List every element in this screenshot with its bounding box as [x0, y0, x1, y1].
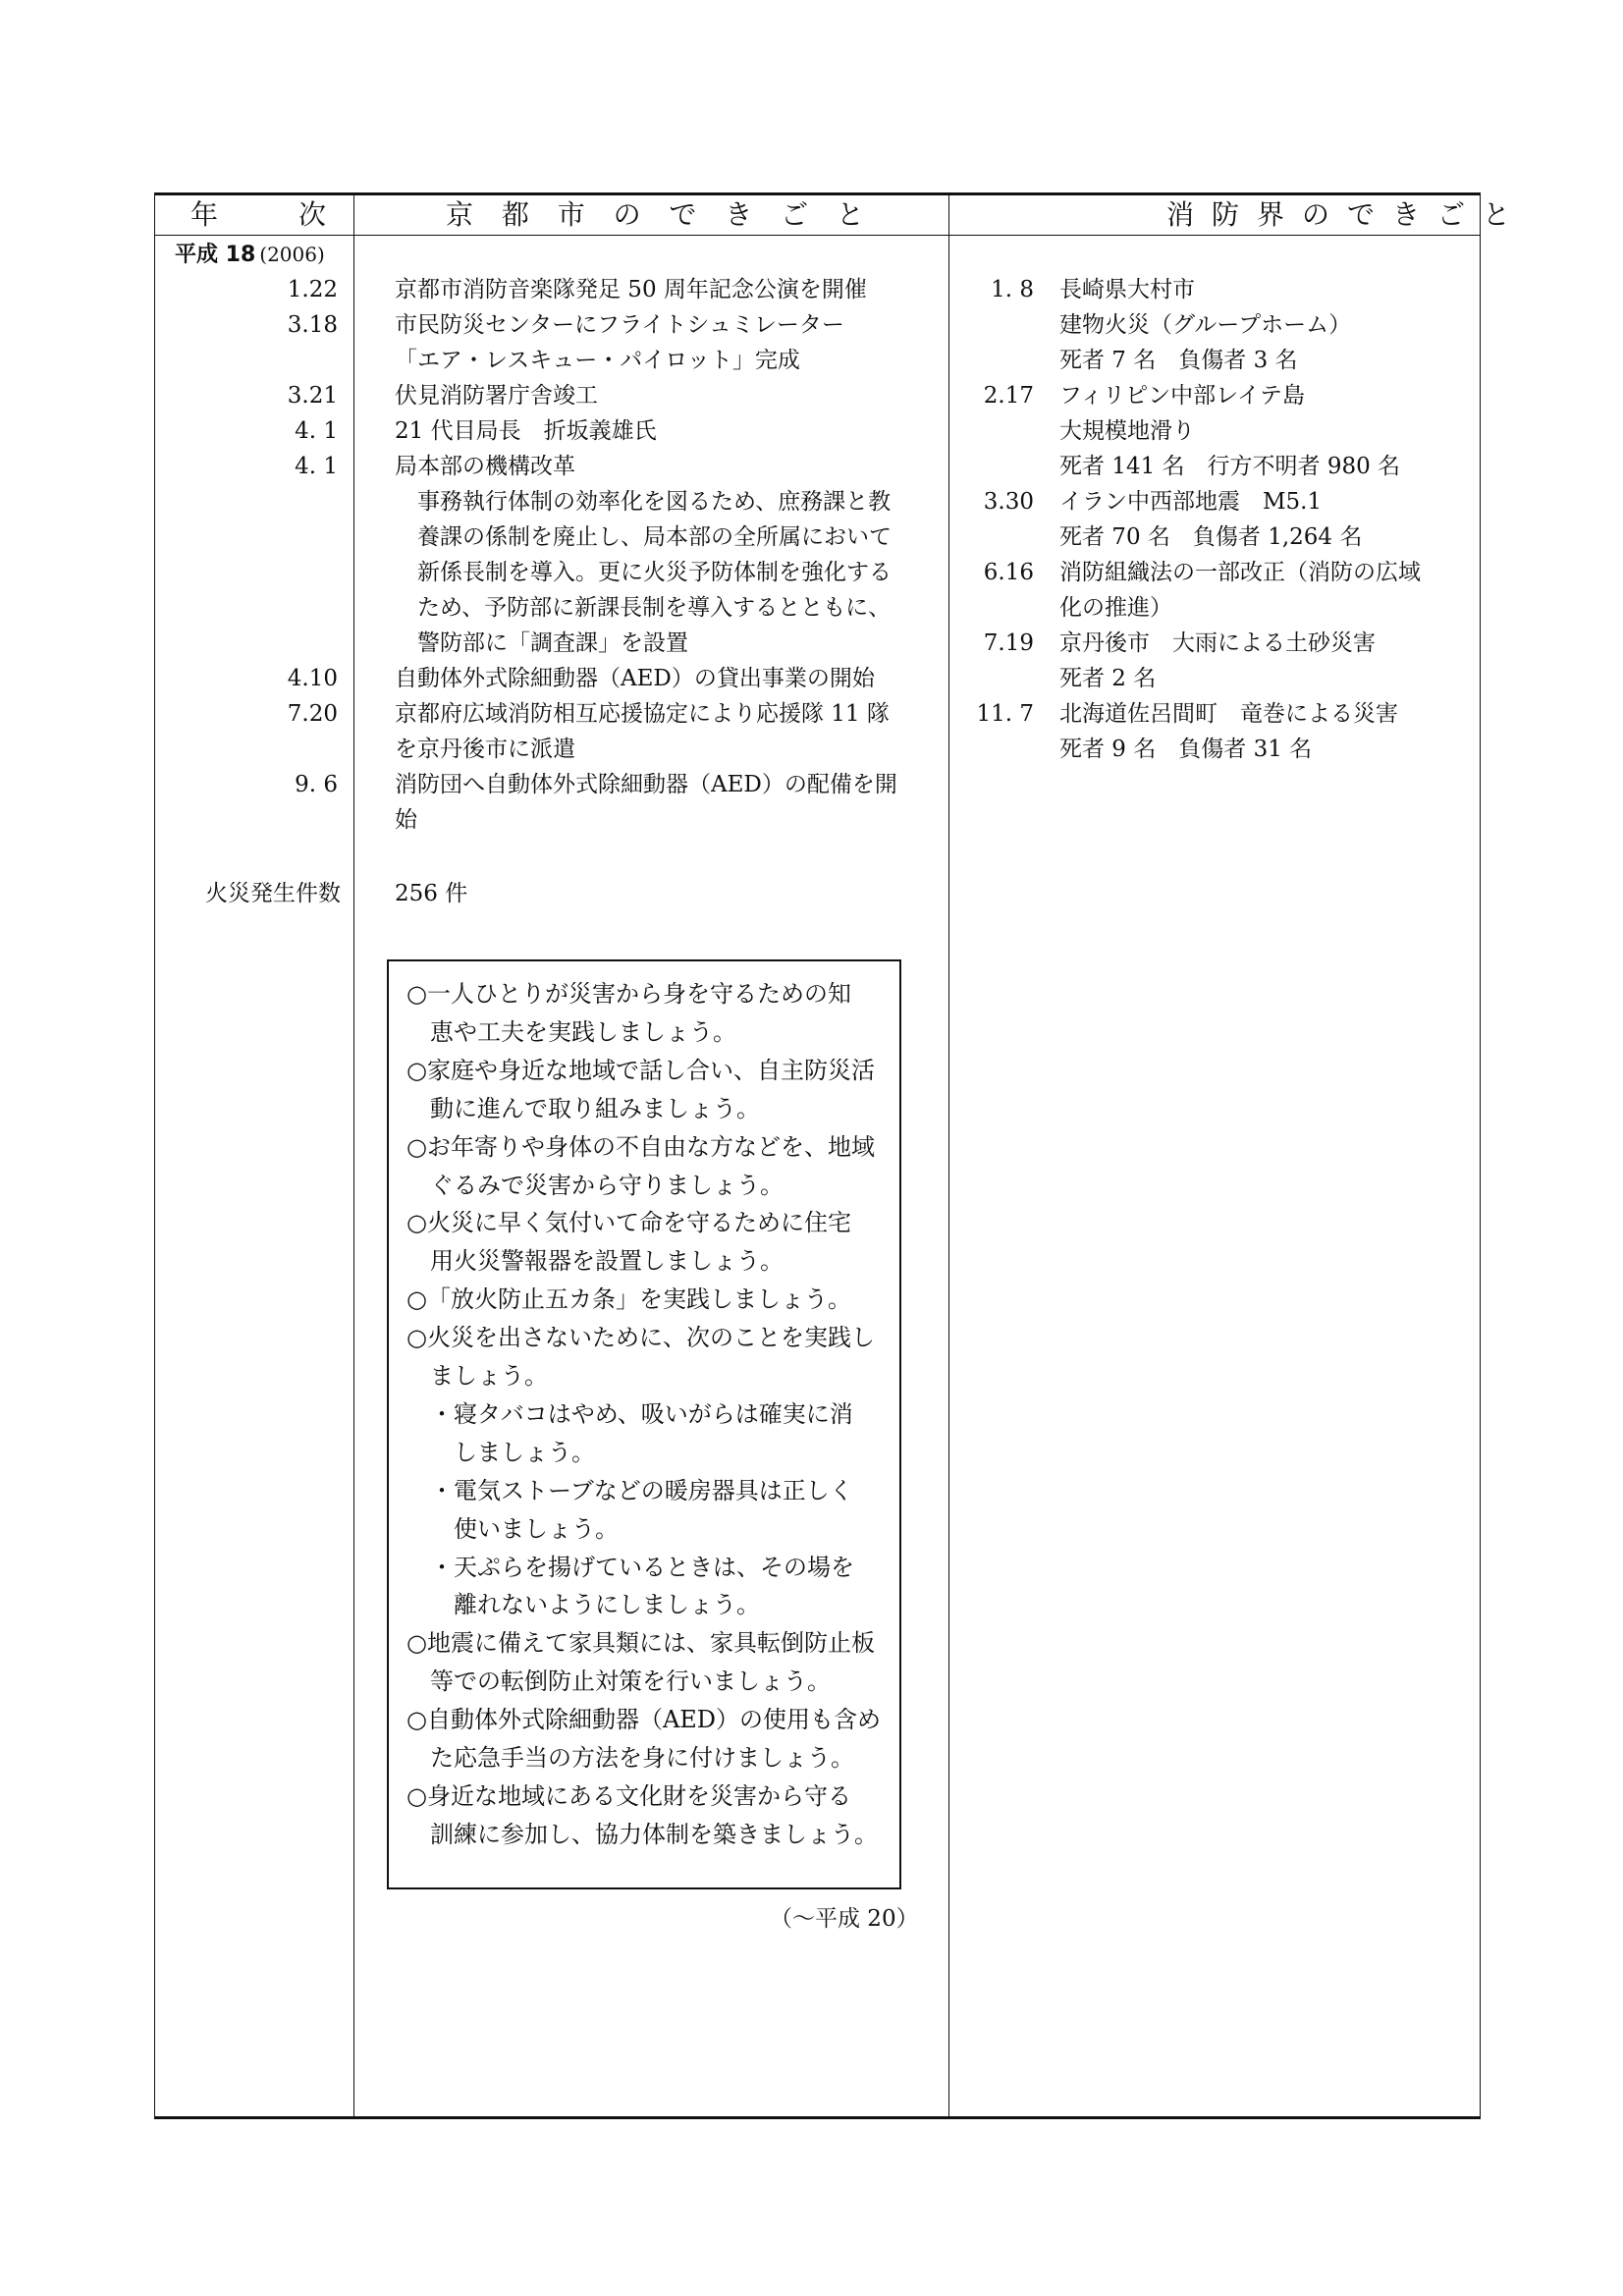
year-ad: (2006): [259, 243, 325, 266]
event-line: 局本部の機構改革: [395, 454, 575, 479]
event-date: 3.18: [287, 312, 338, 338]
header-char: の: [613, 198, 641, 231]
event-line: 警防部に「調査課」を設置: [395, 630, 688, 656]
event-line: 建物火災（グループホーム）: [1059, 312, 1352, 338]
guideline-line: ○一人ひとりが災害から身を守るための知: [406, 980, 851, 1008]
guideline-line: 使いましょう。: [406, 1514, 619, 1543]
event-date: 6.16: [983, 560, 1034, 585]
event-line: 始: [395, 807, 417, 833]
guideline-line: ○身近な地域にある文化財を災害から守る: [406, 1781, 851, 1810]
event-date: 7.19: [983, 630, 1034, 656]
fire-count-label: 火災発生件数: [205, 881, 341, 906]
event-date: 1.22: [287, 277, 338, 302]
event-line: 消防組織法の一部改正（消防の広域: [1059, 560, 1421, 585]
guideline-line: 動に進んで取り組みましょう。: [406, 1094, 760, 1122]
header-char: 防: [1212, 198, 1240, 231]
event-date: 1. 8: [991, 277, 1034, 302]
event-date: 4. 1: [295, 454, 338, 479]
guideline-line: ○地震に備えて家具類には、家具転倒防止板: [406, 1629, 875, 1658]
safety-guidelines-box: [387, 959, 901, 1889]
header-char: ご: [1437, 198, 1466, 231]
event-line: 死者 7 名 負傷者 3 名: [1059, 348, 1298, 373]
header-char: と: [1483, 198, 1511, 231]
guideline-line: ぐるみで災害から守りましょう。: [406, 1171, 784, 1199]
guideline-line: ・電気ストーブなどの暖房器具は正しく: [406, 1476, 853, 1504]
header-char: き: [1392, 198, 1421, 231]
event-line: を京丹後市に派遣: [395, 737, 575, 762]
column-divider-2: [948, 195, 949, 2116]
event-line: 消防団へ自動体外式除細動器（AED）の配備を開: [395, 772, 897, 797]
header-divider: [155, 235, 1480, 236]
guideline-line: ・天ぷらを揚げているときは、その場を: [406, 1553, 854, 1581]
guideline-line: ○家庭や身近な地域で話し合い、自主防災活: [406, 1056, 875, 1084]
event-line: 養課の係制を廃止し、局本部の全所属において: [395, 524, 892, 550]
event-line: フィリピン中部レイテ島: [1059, 383, 1306, 409]
header-char: で: [1347, 198, 1376, 231]
guideline-line: た応急手当の方法を身に付けましょう。: [406, 1744, 854, 1772]
event-line: 自動体外式除細動器（AED）の貸出事業の開始: [395, 666, 875, 691]
box-note: （～平成 20）: [770, 1906, 919, 1932]
event-line: イラン中西部地震 M5.1: [1059, 489, 1323, 515]
event-line: 長崎県大村市: [1059, 277, 1195, 302]
event-date: 4.10: [287, 666, 338, 691]
header-char: 京: [446, 198, 474, 231]
event-line: 「エア・レスキュー・パイロット」完成: [395, 348, 800, 373]
header-year-char-2: 次: [298, 198, 327, 231]
guideline-line: ○火災を出さないために、次のことを実践し: [406, 1324, 875, 1352]
guideline-line: ○自動体外式除細動器（AED）の使用も含め: [406, 1706, 882, 1734]
event-date: 3.21: [287, 383, 338, 409]
event-line: 死者 141 名 行方不明者 980 名: [1059, 454, 1401, 479]
header-kyoto-events: [353, 195, 948, 235]
event-line: 大規模地滑り: [1059, 418, 1195, 444]
year-era: 平成 18: [175, 243, 256, 267]
guideline-line: 離れないようにしましょう。: [406, 1591, 760, 1619]
column-divider-1: [353, 195, 354, 2116]
header-char: の: [1302, 198, 1330, 231]
event-line: 死者 70 名 負傷者 1,264 名: [1059, 524, 1363, 550]
guideline-line: 訓練に参加し、協力体制を築きましょう。: [406, 1820, 878, 1848]
event-date: 11. 7: [976, 701, 1034, 727]
event-date: 7.20: [287, 701, 338, 727]
event-line: 死者 9 名 負傷者 31 名: [1059, 737, 1313, 762]
event-date: 3.30: [983, 489, 1034, 515]
header-char: ご: [781, 198, 809, 231]
header-char: 市: [557, 198, 585, 231]
year-label: [175, 237, 325, 273]
guideline-line: ○「放火防止五カ条」を実践しましょう。: [406, 1285, 851, 1314]
event-line: 化の推進）: [1059, 595, 1172, 621]
event-line: 北海道佐呂間町 竜巻による災害: [1059, 701, 1398, 727]
header-fire-events: [948, 195, 1511, 235]
guideline-line: 用火災警報器を設置しましょう。: [406, 1247, 784, 1276]
guideline-line: ・寝タバコはやめ、吸いがらは確実に消: [406, 1399, 853, 1428]
event-line: 21 代目局長 折坂義雄氏: [395, 418, 657, 444]
event-line: ため、予防部に新課長制を導入するとともに、: [395, 595, 892, 621]
guideline-line: ましょう。: [406, 1362, 548, 1390]
event-line: 市民防災センターにフライトシュミレーター: [395, 312, 844, 338]
header-char: 界: [1257, 198, 1285, 231]
event-line: 京都府広域消防相互応援協定により応援隊 11 隊: [395, 701, 890, 727]
event-line: 京丹後市 大雨による土砂災害: [1059, 630, 1376, 656]
fire-count-value: 256 件: [395, 881, 468, 906]
guideline-line: 等での転倒防止対策を行いましょう。: [406, 1667, 831, 1696]
header-char: と: [837, 198, 865, 231]
guideline-line: ○火災に早く気付いて命を守るために住宅: [406, 1209, 851, 1237]
header-char: 消: [1166, 198, 1195, 231]
event-date: 2.17: [983, 383, 1034, 409]
event-date: 9. 6: [295, 772, 338, 797]
event-date: 4. 1: [295, 418, 338, 444]
header-year: [155, 195, 353, 235]
event-line: 京都市消防音楽隊発足 50 周年記念公演を開催: [395, 277, 867, 302]
header-char: で: [669, 198, 697, 231]
header-year-char-1: 年: [190, 198, 219, 231]
event-line: 事務執行体制の効率化を図るため、庶務課と教: [395, 489, 892, 515]
event-line: 死者 2 名: [1059, 666, 1157, 691]
header-char: 都: [501, 198, 529, 231]
header-char: き: [725, 198, 753, 231]
event-line: 新係長制を導入。更に火災予防体制を強化する: [395, 560, 892, 585]
guideline-line: しましょう。: [406, 1438, 595, 1466]
event-line: 伏見消防署庁舎竣工: [395, 383, 598, 409]
guideline-line: 恵や工夫を実践しましょう。: [406, 1017, 736, 1046]
guideline-line: ○お年寄りや身体の不自由な方などを、地域: [406, 1132, 875, 1161]
